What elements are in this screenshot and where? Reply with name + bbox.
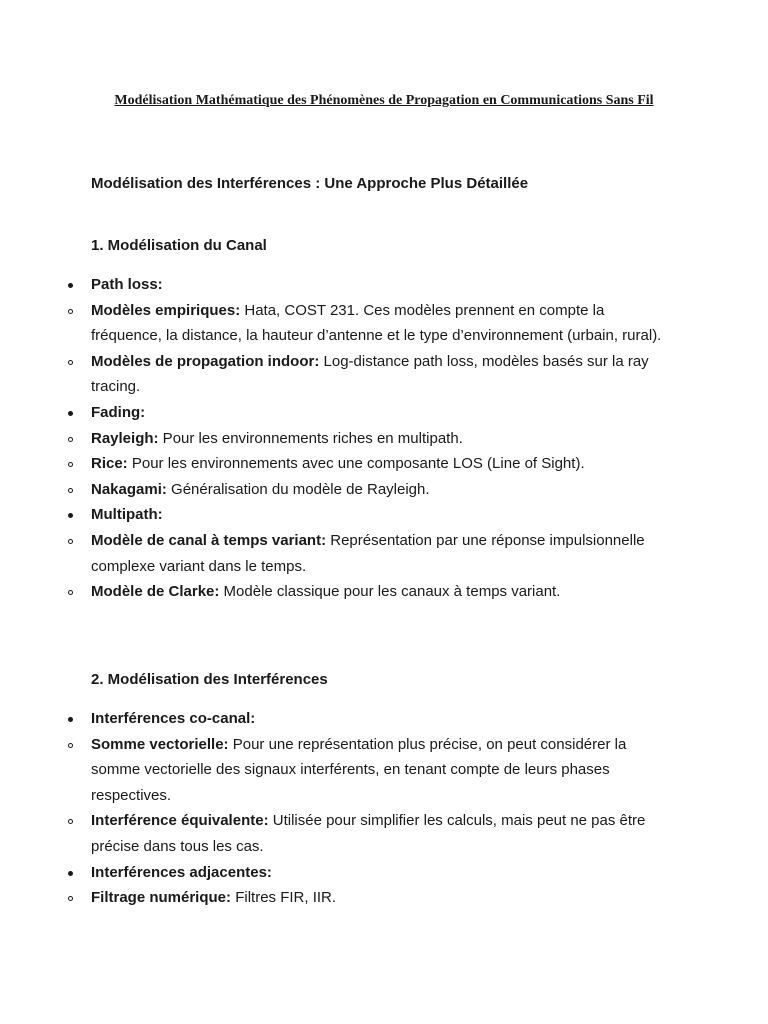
item-label: Rice:: [91, 455, 128, 473]
item-label: Multipath:: [91, 506, 163, 524]
item-text: Généralisation du modèle de Rayleigh.: [166, 480, 430, 498]
section-1-heading: 1. Modélisation du Canal: [91, 237, 267, 254]
section-1-list: [0, 272, 768, 605]
list-item-nakagami: [0, 477, 671, 503]
item-text: Modèle classique pour les canaux à temps variant.: [219, 583, 561, 601]
list-item-somme-vectorielle: [0, 732, 671, 809]
list-item-adjacentes: [0, 860, 671, 886]
section-2-heading: 2. Modélisation des Interférences: [91, 671, 328, 688]
item-text: Pour les environnements avec une composante LOS (Line of Sight).: [127, 455, 585, 473]
item-label: Interférences co-canal:: [91, 710, 256, 727]
list-item-path-loss: [0, 272, 671, 298]
item-label: Path loss:: [91, 276, 163, 293]
item-label: Modèles de propagation indoor:: [91, 352, 320, 370]
list-item-modeles-indoor: [0, 349, 671, 400]
item-text: Utilisée pour simplifier les calculs, mais peut ne pas être précise dans tous les cas.: [91, 812, 646, 855]
list-item-clarke: [0, 579, 671, 605]
item-label: Modèle de canal à temps variant:: [91, 531, 327, 549]
item-label: Interférences adjacentes:: [91, 863, 272, 881]
item-label: Somme vectorielle:: [91, 735, 229, 753]
list-item-fading: [0, 400, 671, 426]
list-item-interference-equivalente: [0, 808, 671, 859]
item-text: Log-distance path loss, modèles basés sur la ray tracing.: [91, 352, 649, 396]
item-label: Modèles empiriques:: [91, 301, 241, 319]
section-2-list: [0, 706, 768, 911]
item-text: Filtres FIR, IIR.: [231, 889, 337, 907]
list-item-temps-variant: [0, 528, 671, 579]
item-text: Hata, COST 231. Ces modèles prennent en compte la fréquence, la distance, la hauteur d’antenne et le type d’environnement (urbain, rural).: [91, 301, 662, 345]
list-item-co-canal: [0, 706, 671, 732]
item-label: Nakagami:: [91, 480, 167, 498]
item-label: Modèle de Clarke:: [91, 583, 220, 601]
list-item-modeles-empiriques: [0, 298, 671, 349]
item-label: Filtrage numérique:: [91, 889, 232, 907]
item-label: Rayleigh:: [91, 429, 159, 447]
item-label: Interférence équivalente:: [91, 812, 269, 830]
list-item-rice: [0, 451, 671, 477]
item-label: Fading:: [91, 403, 146, 421]
list-item-multipath: [0, 502, 671, 528]
list-item-filtrage: [0, 885, 671, 911]
item-text: Pour les environnements riches en multipath.: [158, 429, 463, 447]
item-text: Pour une représentation plus précise, on peut considérer la somme vectorielle des signaux interférents, en tenant compte de leurs phases respectives.: [91, 735, 627, 804]
item-text: Représentation par une réponse impulsionnelle complexe variant dans le temps.: [91, 531, 645, 575]
document-title: Modélisation Mathématique des Phénomènes de Propagation en Communications Sans Fil: [114, 93, 654, 108]
document-subtitle: Modélisation des Interférences : Une Approche Plus Détaillée: [91, 175, 529, 192]
list-item-rayleigh: [0, 426, 671, 452]
